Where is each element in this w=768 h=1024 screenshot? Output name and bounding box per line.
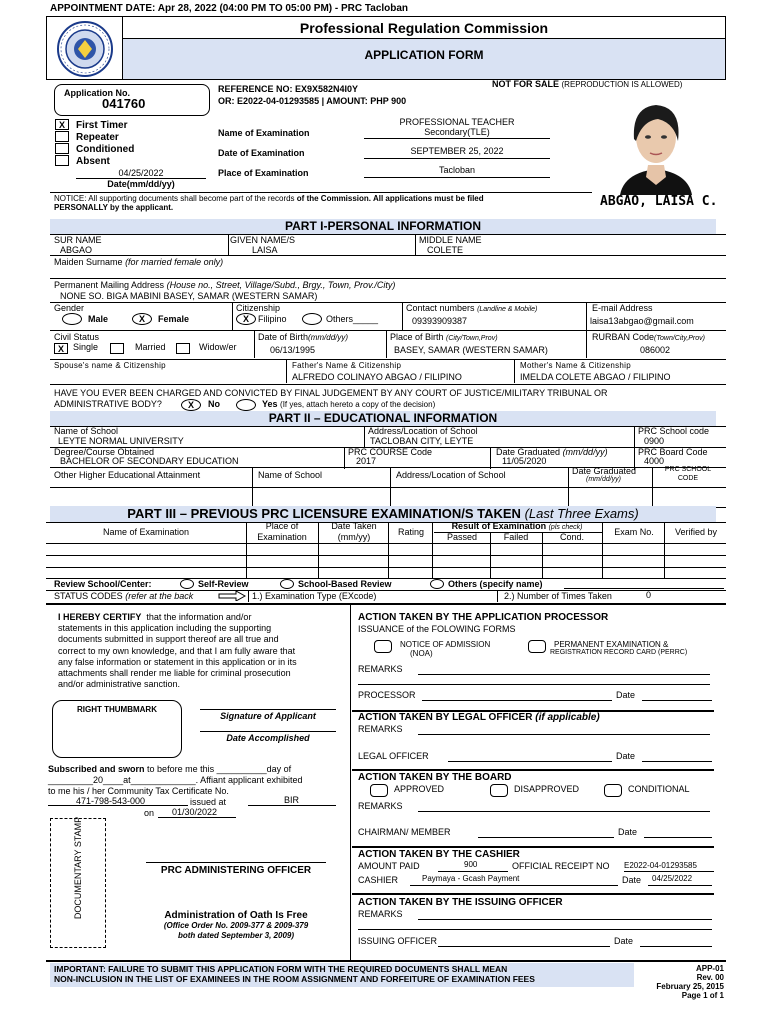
degree: BACHELOR OF SECONDARY EDUCATION	[60, 456, 239, 466]
repeater-checkbox[interactable]	[55, 131, 69, 142]
receipt-number: E2022-04-01293585	[624, 861, 697, 870]
amount-paid: 900	[464, 860, 478, 869]
form-date: February 25, 2015	[656, 982, 724, 991]
other-education-label: Other Higher Educational Attainment	[54, 470, 201, 480]
part3-title: PART III – PREVIOUS PRC LICENSURE EXAMINATION/S TAKEN	[127, 506, 521, 521]
arrow-right-icon	[218, 591, 246, 601]
exam-date: SEPTEMBER 25, 2022	[410, 146, 504, 156]
mailing-address: NONE SO. BIGA MABINI BASEY, SAMAR (WESTERN SAMAR)	[60, 291, 318, 301]
conditioned-label: Conditioned	[76, 144, 135, 155]
date-graduated: 11/05/2020	[502, 456, 547, 466]
exam-name-sub: Secondary(TLE)	[424, 127, 490, 137]
school-name: LEYTE NORMAL UNIVERSITY	[58, 436, 184, 446]
col-failed: Failed	[503, 532, 529, 542]
rurban-note: (Town/City,Prov)	[654, 335, 705, 342]
board-action-title: ACTION TAKEN BY THE BOARD	[358, 772, 512, 783]
date-of-birth: 06/13/1995	[270, 345, 316, 355]
charged-no-label: No	[208, 399, 220, 409]
contact-number: 09393909387	[412, 316, 468, 326]
pob-note: (City/Town,Prov)	[446, 335, 498, 342]
address-note: (House no., Street, Village/Subd., Brgy., Town, Prov./City)	[166, 280, 396, 290]
school-location: TACLOBAN CITY, LEYTE	[370, 436, 474, 446]
part2-title: PART II – EDUCATIONAL INFORMATION	[50, 411, 716, 426]
female-label: Female	[158, 314, 190, 324]
on-date: 01/30/2022	[172, 807, 218, 817]
male-radio[interactable]	[62, 313, 82, 325]
receipt-label: OFFICIAL RECEIPT NO	[512, 861, 610, 871]
single-label: Single	[73, 342, 99, 352]
date-accomplished-label: Date Accomplished	[226, 733, 310, 743]
status-codes-note: (refer at the back	[125, 591, 194, 601]
processor-action-title: ACTION TAKEN BY THE APPLICATION PROCESSOR	[358, 612, 609, 623]
col-passed: Passed	[446, 532, 478, 542]
surname: ABGAO	[60, 245, 93, 255]
issuing-remarks-label: REMARKS	[358, 909, 403, 919]
conditional-label: CONDITIONAL	[628, 784, 690, 794]
notice-line2: PERSONALLY by the applicant.	[54, 203, 174, 212]
cashier-date-label: Date	[622, 875, 642, 885]
place-of-birth: BASEY, SAMAR (WESTERN SAMAR)	[394, 345, 548, 355]
school-review-label: School-Based Review	[298, 579, 392, 589]
school-location-label: Address/Location of School	[368, 426, 478, 436]
charged-question: HAVE YOU EVER BEEN CHARGED AND CONVICTED BY FINAL JUDGEMENT BY ANY COURT OF JUSTICE/MILITARY TRIBUNAL OR	[54, 388, 608, 398]
contact-label: Contact numbers	[406, 303, 475, 313]
cashier-value: Paymaya - Gcash Payment	[422, 874, 520, 883]
appointment-date: APPOINTMENT DATE: Apr 28, 2022 (04:00 PM TO 05:00 PM) - PRC Tacloban	[50, 3, 409, 14]
issuing-officer-label: ISSUING OFFICER	[358, 936, 438, 946]
form-revision: Rev. 00	[696, 973, 724, 982]
col-verified-by: Verified by	[674, 527, 718, 537]
chairman-label: CHAIRMAN/ MEMBER	[358, 827, 451, 837]
application-number-label: Application No.	[64, 88, 130, 98]
status-date: 04/25/2022	[118, 168, 164, 178]
certify-l4: correct to my own knowledge, and that I am fully aware that	[58, 645, 296, 656]
email-label: E-mail Address	[592, 303, 653, 313]
absent-label: Absent	[76, 156, 110, 167]
approved-checkbox[interactable]	[370, 784, 388, 797]
thumbmark-label: RIGHT THUMBMARK	[77, 705, 157, 714]
part3-title-note: (Last Three Exams)	[524, 506, 639, 521]
mother-label: Mother's Name & Citizenship	[520, 361, 631, 370]
perrc-checkbox[interactable]	[528, 640, 546, 653]
other-grad-note: (mm/dd/yy)	[586, 476, 621, 483]
sworn-l3: to me his / her Community Tax Certificate No.	[48, 786, 229, 796]
certify-l5: any false information or statement in this application or in its	[58, 656, 297, 667]
issued-at-bir: BIR	[284, 795, 300, 805]
other-school-label: Name of School	[258, 470, 323, 480]
board-code: 4000	[644, 456, 665, 466]
administering-officer-label: PRC ADMINISTERING OFFICER	[160, 865, 312, 876]
col-exam-name: Name of Examination	[102, 527, 190, 537]
mother-name: IMELDA COLETE ABGAO / FILIPINO	[520, 372, 671, 382]
course-code-label: PRC COURSE Code	[348, 447, 433, 457]
exam-type-label: 1.) Examination Type (EXcode)	[252, 591, 377, 601]
form-code: APP-01	[695, 964, 724, 973]
email: laisa13abgao@gmail.com	[590, 316, 694, 326]
col-exam-no: Exam No.	[614, 527, 654, 537]
notice-bold: of the Commission. All applications must be filed	[296, 194, 484, 203]
middle-name-label: MIDDLE NAME	[419, 235, 482, 245]
noa-label-2: (NOA)	[410, 649, 433, 658]
signature-label: Signature of Applicant	[220, 711, 316, 721]
middle-name: COLETE	[427, 245, 464, 255]
col-result-note: (pls check)	[548, 524, 583, 531]
civil-status-label: Civil Status	[54, 332, 100, 342]
board-remarks-label: REMARKS	[358, 801, 403, 811]
amount-paid-label: AMOUNT PAID	[358, 861, 420, 871]
other-prc-label: PRC SCHOOL	[664, 466, 712, 473]
charged-yes-label: Yes	[262, 399, 278, 409]
form-title: APPLICATION FORM	[364, 48, 484, 62]
widow-checkbox[interactable]	[176, 343, 190, 354]
rurban-code: 086002	[640, 345, 671, 355]
not-for-sale: NOT FOR SALE	[492, 79, 559, 89]
dob-note: (mm/dd/yy)	[308, 333, 349, 342]
maiden-label: Maiden Surname	[54, 257, 123, 267]
address-label: Permanent Mailing Address	[54, 280, 165, 290]
documentary-stamp-label: DOCUMENTARY STAMP	[72, 816, 83, 920]
issuing-action-title: ACTION TAKEN BY THE ISSUING OFFICER	[358, 897, 563, 908]
page-number: Page 1 of 1	[681, 991, 724, 1000]
certify-l6: attachments shall render me liable for criminal prosecution	[58, 668, 291, 679]
part1-title: PART I-PERSONAL INFORMATION	[50, 219, 716, 234]
issued-at-label: issued at	[190, 797, 227, 807]
certify-paragraph	[58, 612, 340, 690]
male-label: Male	[88, 314, 109, 324]
legal-action-title: ACTION TAKEN BY LEGAL OFFICER	[358, 712, 533, 723]
commission-title: Professional Regulation Commission	[299, 20, 549, 36]
degree-label: Degree/Course Obtained	[54, 447, 155, 457]
oath-order-l1: (Office Order No. 2009-377 & 2009-379	[163, 921, 309, 930]
given-name-label: GIVEN NAME/S	[230, 235, 296, 245]
grad-label: Date Graduated	[496, 447, 561, 457]
applicant-photo	[600, 95, 712, 195]
perrc-label: PERMANENT EXAMINATION &	[554, 640, 669, 649]
prc-school-code: 0900	[644, 436, 665, 446]
issuing-date-label: Date	[614, 936, 634, 946]
absent-checkbox[interactable]	[55, 155, 69, 166]
issuance-label: ISSUANCE of the FOLOWING FORMS	[358, 624, 516, 634]
on-label: on	[144, 808, 155, 818]
cashier-action-title: ACTION TAKEN BY THE CASHIER	[358, 849, 520, 860]
cashier-date: 04/25/2022	[652, 874, 693, 883]
father-name: ALFREDO COLINAYO ABGAO / FILIPINO	[292, 372, 462, 382]
others-review-label: Others (specify name)	[448, 579, 543, 589]
reference-number: REFERENCE NO: EX9X582N4I0Y	[218, 84, 359, 94]
conditioned-checkbox[interactable]	[55, 143, 69, 154]
cashier-label: CASHIER	[358, 875, 399, 885]
charged-question-2: ADMINISTRATIVE BODY?	[54, 399, 162, 409]
maiden-note: (for married female only)	[125, 257, 224, 267]
approved-label: APPROVED	[394, 784, 445, 794]
important-notice-l1: IMPORTANT: FAILURE TO SUBMIT THIS APPLICATION FORM WITH THE REQUIRED DOCUMENTS SHALL MEAN	[54, 964, 508, 974]
oath-order-l2: both dated September 3, 2009)	[177, 931, 295, 940]
married-label: Married	[135, 342, 166, 352]
col-place: Place of	[265, 521, 299, 531]
processor-date-label: Date	[616, 690, 636, 700]
first-timer-label: First Timer	[76, 120, 128, 131]
married-checkbox[interactable]	[110, 343, 124, 354]
contact-note: (Landline & Mobile)	[477, 306, 538, 313]
legal-action-note: (if applicable)	[535, 712, 600, 723]
widow-label: Widow/er	[199, 342, 237, 352]
other-grad-label: Date Graduated	[572, 466, 637, 476]
other-prc-label-2: CODE	[677, 475, 699, 482]
exam-name: PROFESSIONAL TEACHER	[399, 117, 515, 127]
processor-label: PROCESSOR	[358, 690, 416, 700]
certify-lead: I HEREBY CERTIFY	[58, 612, 142, 622]
certify-l1: that the information and/or	[146, 612, 252, 622]
gender-label: Gender	[54, 303, 85, 313]
times-taken-label: 2.) Number of Times Taken	[504, 591, 612, 601]
charged-yes-note: (If yes, attach hereto a copy of the decision)	[280, 400, 436, 409]
female-radio[interactable]: X	[132, 313, 152, 325]
legal-date-label: Date	[616, 751, 636, 761]
col-cond: Cond.	[559, 532, 585, 542]
filipino-radio[interactable]: X	[236, 313, 256, 325]
application-number: 041760	[102, 96, 146, 111]
school-label: Name of School	[54, 426, 119, 436]
pob-label: Place of Birth	[390, 332, 444, 342]
others-review-radio[interactable]	[430, 579, 444, 589]
processor-remarks-label: REMARKS	[358, 664, 403, 674]
prc-school-code-label: PRC School code	[638, 426, 710, 436]
prc-seal-logo	[52, 20, 118, 78]
status-date-label: Date(mm/dd/yy)	[107, 179, 175, 189]
certify-l7: and/or administrative sanction.	[58, 679, 181, 690]
status-codes-label: STATUS CODES	[54, 591, 123, 601]
sworn-l2: _________20____at_____________. Affiant applicant exhibited	[48, 775, 303, 785]
perrc-label-2: REGISTRATION RECORD CARD (PERRC)	[550, 649, 688, 656]
noa-checkbox[interactable]	[374, 640, 392, 653]
col-date: Date Taken	[331, 521, 377, 531]
exam-name-label: Name of Examination	[218, 128, 310, 138]
rurban-label: RURBAN Code	[592, 332, 655, 342]
sworn-l1: to before me this __________day of	[147, 764, 292, 774]
or-amount: OR: E2022-04-01293585 | AMOUNT: PHP 900	[218, 96, 407, 106]
exam-place-label: Place of Examination	[218, 168, 309, 178]
exam-date-label: Date of Examination	[218, 148, 305, 158]
repeater-label: Repeater	[76, 132, 119, 143]
noa-label: NOTICE OF ADMISSION	[400, 640, 491, 649]
legal-officer-label: LEGAL OFFICER	[358, 751, 429, 761]
father-label: Father's Name & Citizenship	[292, 361, 402, 370]
times-taken: 0	[646, 590, 652, 600]
self-review-radio[interactable]	[180, 579, 194, 589]
certify-l2: statements in this application including the supporting	[58, 623, 272, 634]
notice-text: NOTICE: All supporting documents shall become part of the records	[54, 194, 295, 203]
board-date-label: Date	[618, 827, 638, 837]
grad-note: (mm/dd/yy)	[562, 447, 608, 457]
sworn-bold: Subscribed and sworn	[48, 764, 145, 774]
review-label: Review School/Center:	[54, 579, 152, 589]
single-checkbox[interactable]: X	[54, 343, 68, 354]
reproduction-note: (REPRODUCTION IS ALLOWED)	[561, 80, 683, 89]
exam-place: Tacloban	[438, 165, 476, 175]
other-location-label: Address/Location of School	[396, 470, 506, 480]
self-review-label: Self-Review	[198, 579, 249, 589]
ctc-number: 471-798-543-000	[76, 796, 146, 806]
col-place-2: Examination	[257, 532, 307, 542]
given-name: LAISA	[252, 245, 278, 255]
certify-l3: documents submitted in support thereof are all true and	[58, 634, 279, 645]
board-code-label: PRC Board Code	[638, 447, 708, 457]
important-notice-l2: NON-INCLUSION IN THE LIST OF EXAMINEES IN THE ROOM ASSIGNMENT AND FORFEITURE OF EXAMINATION FEES	[54, 974, 535, 984]
disapproved-checkbox[interactable]	[490, 784, 508, 797]
citizenship-label: Citizenship	[236, 303, 281, 313]
course-code: 2017	[356, 456, 377, 466]
photo-name-caption: ABGAO, LAISA C.	[600, 194, 718, 209]
spouse-label: Spouse's name & Citizenship	[54, 361, 166, 370]
others-citizenship-label: Others_____	[326, 314, 379, 324]
surname-label: SUR NAME	[54, 235, 102, 245]
first-timer-checkbox[interactable]: X	[55, 119, 69, 130]
disapproved-label: DISAPPROVED	[514, 784, 580, 794]
charged-yes-radio[interactable]	[236, 399, 256, 411]
charged-no-radio[interactable]: X	[181, 399, 201, 411]
legal-remarks-label: REMARKS	[358, 724, 403, 734]
dob-label: Date of Birth	[258, 332, 309, 342]
col-rating: Rating	[397, 527, 424, 537]
oath-free-label: Administration of Oath Is Free	[164, 910, 308, 921]
school-review-radio[interactable]	[280, 579, 294, 589]
others-radio[interactable]	[302, 313, 322, 325]
col-result: Result of Examination	[451, 521, 547, 531]
col-date-2: (mm/yy)	[337, 532, 371, 542]
filipino-label: Filipino	[258, 314, 287, 324]
conditional-checkbox[interactable]	[604, 784, 622, 797]
